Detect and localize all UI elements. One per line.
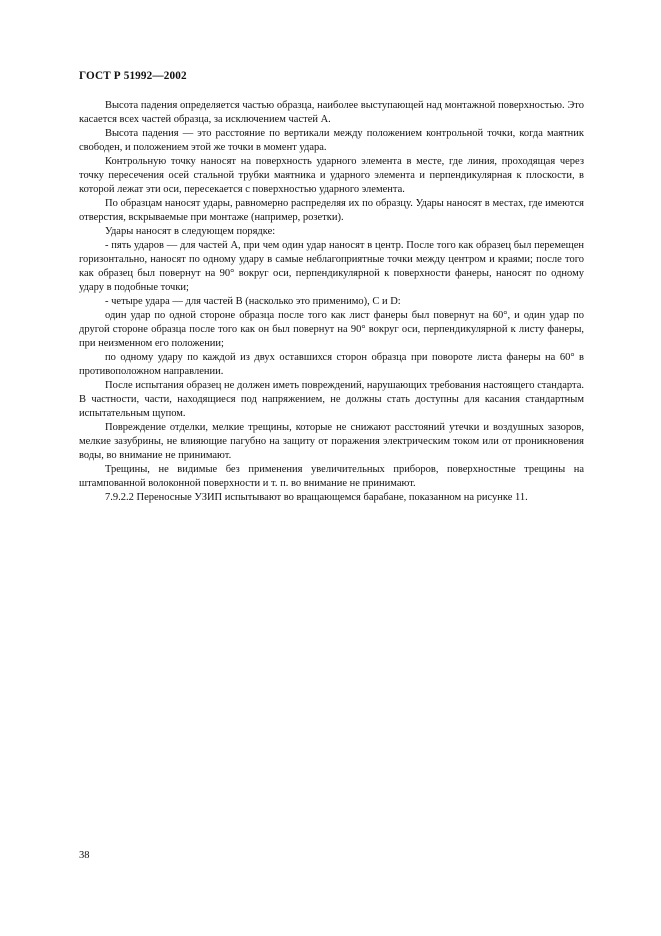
paragraph: Контрольную точку наносят на поверхность ударного элемента в месте, где линия, проходящая через точку пересечения осей стальной трубки маятника и ударного элемента и перпендикулярная к плоскости, в которой лежат эти оси, пересекается с поверхностью ударного элемента. — [79, 156, 584, 195]
paragraph: Трещины, не видимые без применения увеличительных приборов, поверхностные трещины на штампованной волоконной поверхности и т. п. во внимание не принимают. — [79, 464, 584, 489]
document-header: ГОСТ Р 51992—2002 — [79, 70, 187, 82]
paragraph: Удары наносят в следующем порядке: — [105, 226, 276, 237]
paragraph: один удар по одной стороне образца после того как лист фанеры был повернут на 60°, и один удар по другой стороне образца после того как он был повернут на 90° вокруг оси, перпендикулярной к листу фанеры, при неизменном его положении; — [79, 310, 584, 349]
paragraph: Повреждение отделки, мелкие трещины, которые не снижают расстояний утечки и воздушных зазоров, мелкие зазубрины, не влияющие пагубно на защиту от поражения электрическим током или от проникновения воды, во внимание не принимают. — [79, 422, 584, 461]
paragraph: по одному удару по каждой из двух оставшихся сторон образца при повороте листа фанеры на 60° в противоположном направлении. — [79, 352, 584, 377]
paragraph: После испытания образец не должен иметь повреждений, нарушающих требования настоящего стандарта. В частности, части, находящиеся под напряжением, не должны стать доступны для касания стандартным испытательным щупом. — [79, 380, 584, 419]
paragraph: Высота падения определяется частью образца, наиболее выступающей над монтажной поверхностью. Это касается всех частей образца, за исключением частей А. — [79, 100, 584, 125]
section-paragraph: 7.9.2.2 Переносные УЗИП испытывают во вращающемся барабане, показанном на рисунке 11. — [105, 492, 528, 503]
paragraph: Высота падения — это расстояние по вертикали между положением контрольной точки, когда маятник свободен, и положением этой же точки в момент удара. — [79, 128, 584, 153]
list-item: - пять ударов — для частей А, при чем один удар наносят в центр. После того как образец был перемещен горизонтально, наносят по одному удару в самые неблагоприятные точки между центром и краями; после того как образец был повернут на 90° вокруг оси, перпендикулярной к поверхности фанеры, наносят по одному удару в подобные точки; — [79, 240, 584, 293]
page-number: 38 — [79, 850, 90, 861]
list-item: - четыре удара — для частей В (насколько это применимо), С и D: — [105, 296, 401, 307]
paragraph: По образцам наносят удары, равномерно распределяя их по образцу. Удары наносят в местах, где имеются отверстия, вскрываемые при монтаже (например, розетки). — [79, 198, 584, 223]
document-body — [79, 99, 584, 505]
